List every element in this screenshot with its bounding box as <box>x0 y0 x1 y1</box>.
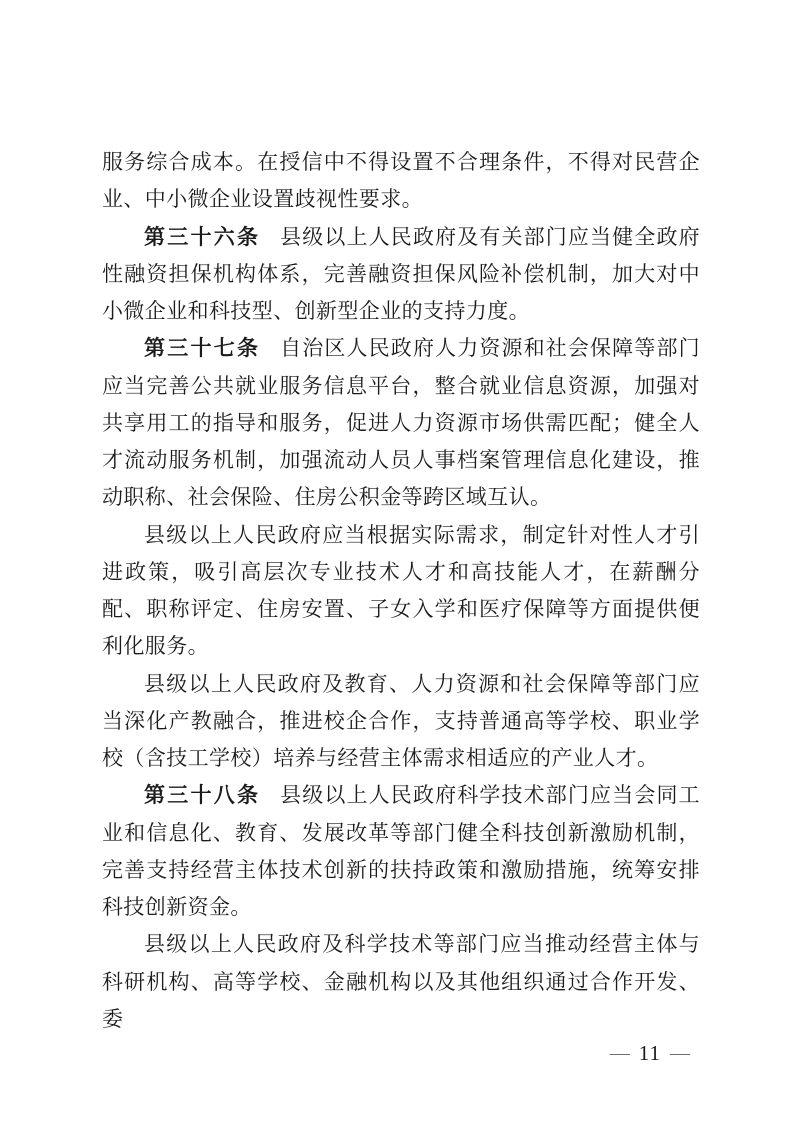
paragraph-tech-cooperation <box>102 926 700 1038</box>
article-38-term: 第三十八条 <box>144 783 261 808</box>
page-number-left-dash: — <box>609 1042 630 1064</box>
paragraph-text: 自治区人民政府人力资源和社会保障等部门应当完善公共就业服务信息平台，整合就业信息资源，加强对共享用工的指导和服务，促进人力资源市场供需匹配；健全人才流动服务机制，加强流动人员人事档案管理信息化建设，推动职称、社会保险、住房公积金等跨区域互认。 <box>102 336 700 510</box>
paragraph-article-36 <box>102 219 700 331</box>
page-number <box>610 1039 690 1067</box>
article-36-term: 第三十六条 <box>144 224 261 249</box>
paragraph-text: 县级以上人民政府应当根据实际需求，制定针对性人才引进政策，吸引高层次专业技术人才和高技能人才，在薪酬分配、职称评定、住房安置、子女入学和医疗保障等方面提供便利化服务。 <box>102 522 700 659</box>
paragraph-education-cooperation <box>102 666 700 778</box>
paragraph-text: 服务综合成本。在授信中不得设置不合理条件，不得对民营企业、中小微企业设置歧视性要求。 <box>102 150 700 212</box>
paragraph-talent-policy <box>102 517 700 666</box>
paragraph-article-37 <box>102 330 700 516</box>
document-body <box>102 144 700 1038</box>
paragraph-text: 县级以上人民政府科学技术部门应当会同工业和信息化、教育、发展改革等部门健全科技创新激励机制，完善支持经营主体技术创新的扶持政策和激励措施，统筹安排科技创新资金。 <box>102 783 700 919</box>
article-37-term: 第三十七条 <box>144 336 261 361</box>
paragraph-article-38 <box>102 777 700 926</box>
paragraph-text: 县级以上人民政府及教育、人力资源和社会保障等部门应当深化产教融合，推进校企合作，支持普通高等学校、职业学校（含技工学校）培养与经营主体需求相适应的产业人才。 <box>102 671 700 770</box>
page-number-right-dash: — <box>670 1042 690 1064</box>
paragraph-text: 县级以上人民政府及科学技术等部门应当推动经营主体与科研机构、高等学校、金融机构以及其他组织通过合作开发、委 <box>102 932 700 1031</box>
page-number-value: 11 <box>638 1041 661 1065</box>
paragraph-continuation <box>102 144 700 219</box>
paragraph-text: 县级以上人民政府及有关部门应当健全政府性融资担保机构体系，完善融资担保风险补偿机制，加大对中小微企业和科技型、创新型企业的支持力度。 <box>102 224 700 323</box>
